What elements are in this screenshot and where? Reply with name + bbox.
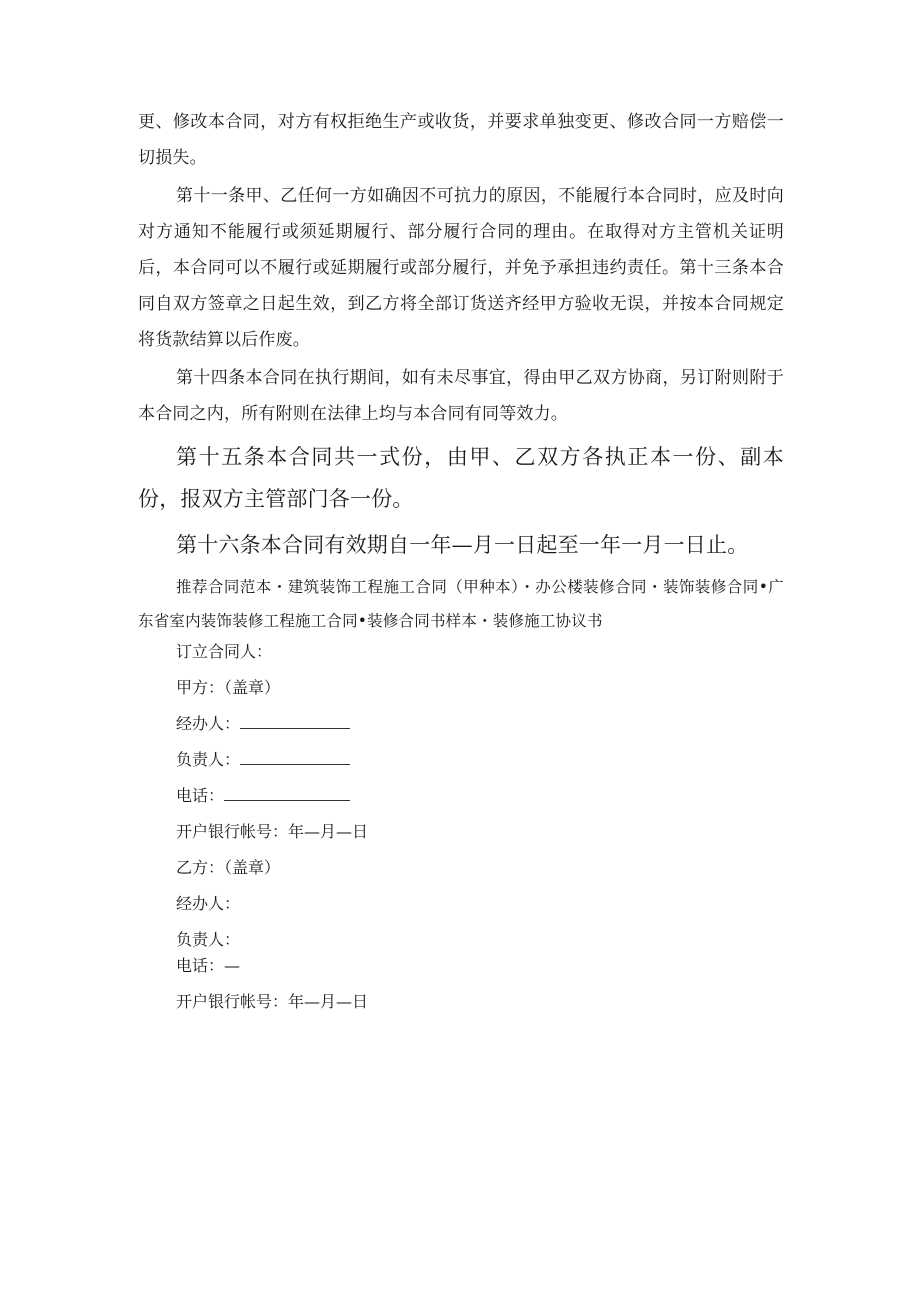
paragraph-article-15: 第十五条本合同共一式份，由甲、乙双方各执正本一份、副本份，报双方主管部门各一份。 bbox=[138, 445, 784, 511]
paragraph-continuation: 更、修改本合同，对方有权拒绝生产或收货，并要求单独变更、修改合同一方赔偿一切损失。 bbox=[138, 112, 784, 168]
party-a-handler-blank bbox=[240, 714, 350, 729]
party-b-seal: 乙方：（盖章） bbox=[176, 858, 281, 877]
party-a-phone-label: 电话： bbox=[176, 786, 225, 805]
party-a-phone-blank bbox=[224, 786, 350, 801]
party-a-bank-account: 开户银行帐号：年—月—日 bbox=[176, 822, 369, 841]
party-a-responsible-blank bbox=[240, 750, 350, 765]
contract-body bbox=[138, 104, 784, 638]
party-a-responsible-label: 负责人： bbox=[176, 750, 241, 769]
signatory-intro: 订立合同人： bbox=[176, 642, 273, 661]
party-a-handler-label: 经办人： bbox=[176, 714, 241, 733]
paragraph-article-11-13: 第十一条甲、乙任何一方如确因不可抗力的原因，不能履行本合同时，应及时向对方通知不能履行或须延期履行、部分履行合同的理由。在取得对方主管机关证明后，本合同可以不履行或延期履行或部分履行，并免予承担违约责任。第十三条本合同自双方签章之日起生效，到乙方将全部订货送齐经甲方验收无误，并按本合同规定将货款结算以后作废。 bbox=[138, 186, 784, 350]
recommended-templates: 推荐合同范本・建筑装饰工程施工合同（甲种本）・办公楼装修合同・装饰装修合同•广东省室内装饰装修工程施工合同•装修合同书样本・装修施工协议书 bbox=[138, 578, 784, 630]
party-b-responsible: 负责人： bbox=[176, 930, 241, 949]
paragraph-article-14: 第十四条本合同在执行期间，如有未尽事宜，得由甲乙双方协商，另订附则附于本合同之内，所有附则在法律上均与本合同有同等效力。 bbox=[138, 368, 784, 424]
party-b-bank-account: 开户银行帐号：年—月—日 bbox=[176, 992, 369, 1011]
party-a-responsible bbox=[176, 750, 350, 770]
party-a-seal: 甲方：（盖章） bbox=[176, 678, 281, 697]
party-a-handler bbox=[176, 714, 350, 734]
party-b-phone: 电话：— bbox=[176, 956, 241, 975]
party-a-phone bbox=[176, 786, 350, 806]
party-b-handler: 经办人： bbox=[176, 894, 241, 913]
paragraph-article-16: 第十六条本合同有效期自一年—月一日起至一年一月一日止。 bbox=[176, 533, 749, 557]
